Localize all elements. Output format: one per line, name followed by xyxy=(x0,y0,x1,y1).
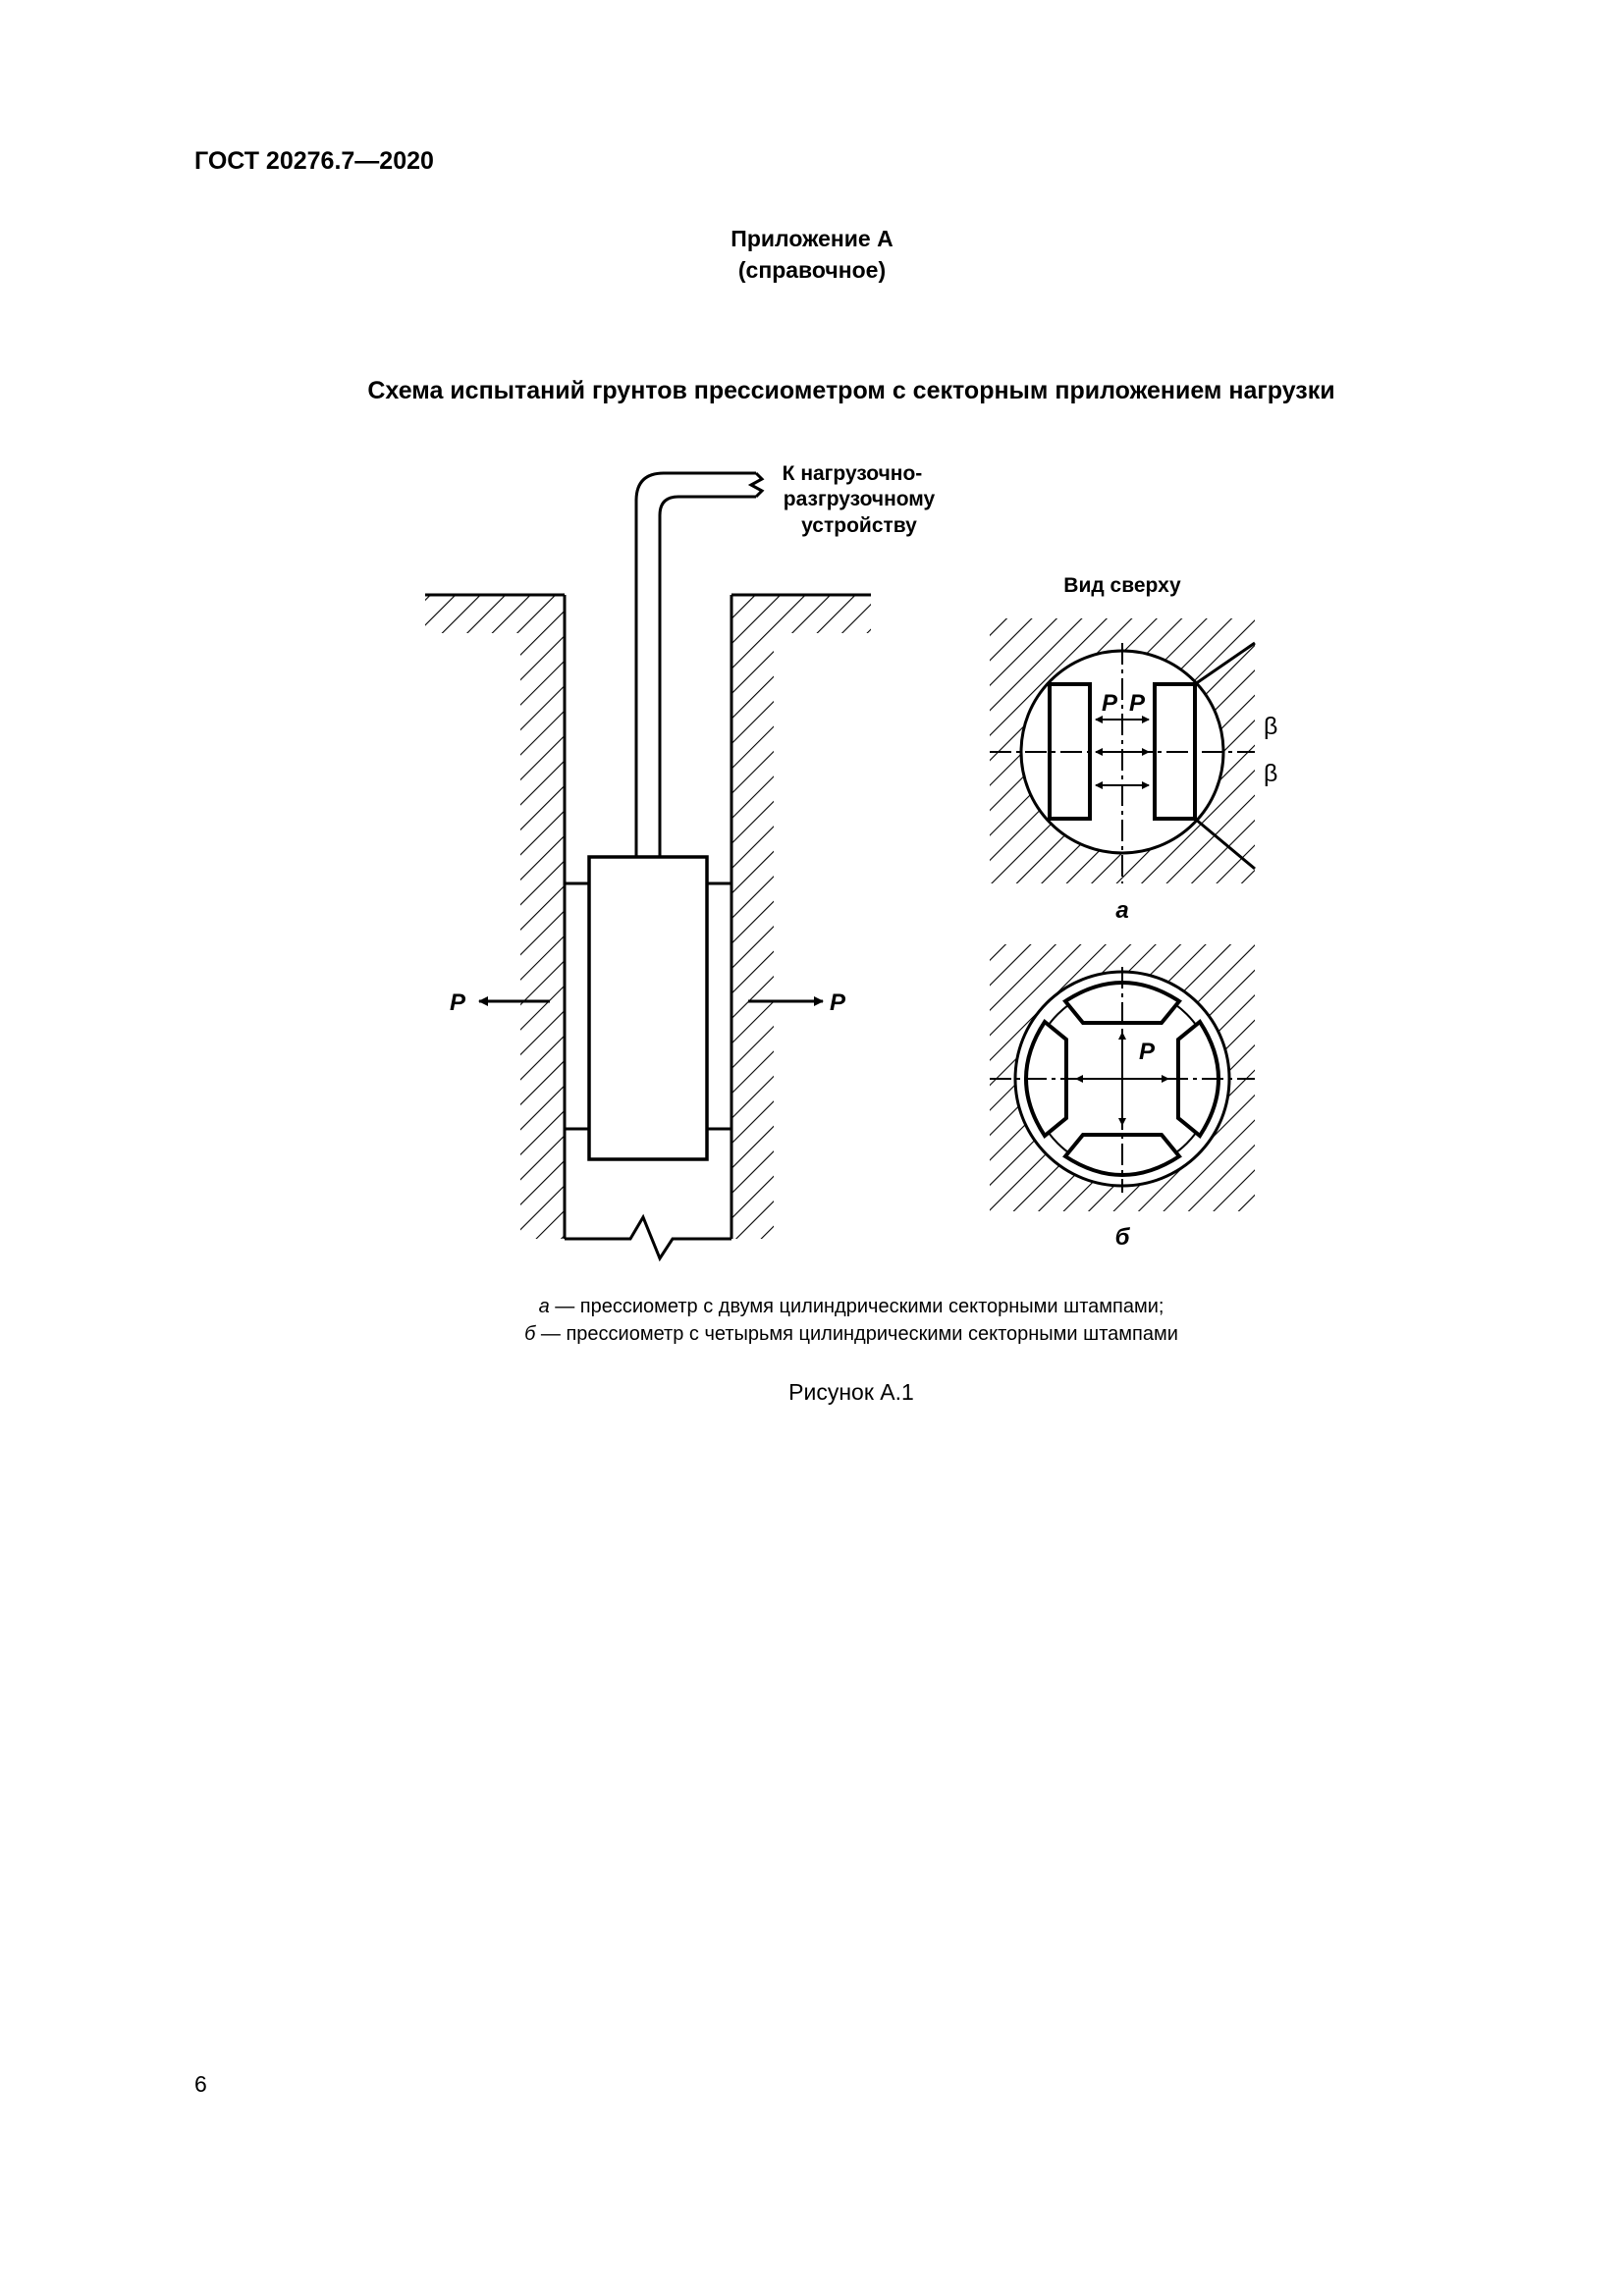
borehole-ground-left xyxy=(425,594,565,1239)
legend-line-b xyxy=(0,1323,1624,1346)
legend-text-a: — прессиометр с двумя цилиндрическими секторными штампами; xyxy=(549,1296,1164,1317)
document-header: ГОСТ 20276.7—2020 xyxy=(194,147,434,175)
beta-label-lower: β xyxy=(1264,760,1278,787)
page-number: 6 xyxy=(194,2071,207,2097)
pressure-label-left: P xyxy=(450,989,466,1016)
pressure-label-b: P xyxy=(1139,1039,1156,1065)
top-view-b xyxy=(990,944,1255,1211)
legend-line-a xyxy=(0,1296,1624,1318)
pressiometer-probe xyxy=(589,857,707,1159)
pressure-label-a-left: P xyxy=(1102,690,1118,717)
pressure-label-right: P xyxy=(830,989,846,1016)
variant-a-label: а xyxy=(1115,897,1129,924)
device-label xyxy=(783,462,936,537)
svg-text:устройству: устройству xyxy=(801,514,917,537)
legend-key-b: б xyxy=(524,1323,536,1345)
top-view-label: Вид сверху xyxy=(1063,574,1181,597)
beta-label-upper: β xyxy=(1264,713,1278,740)
borehole-ground-right xyxy=(731,594,871,1239)
variant-b-label: б xyxy=(1114,1224,1130,1251)
figure-caption: Рисунок А.1 xyxy=(788,1379,914,1405)
figure-title: Схема испытаний грунтов прессиометром с секторным приложением нагрузки xyxy=(367,377,1335,404)
legend-key-a: а xyxy=(538,1296,550,1317)
appendix-subtitle: (справочное) xyxy=(737,257,887,283)
svg-text:К нагрузочно-: К нагрузочно- xyxy=(782,462,923,485)
legend-text-b: — прессиометр с четырьмя цилиндрическими секторными штампами xyxy=(535,1323,1178,1345)
pressure-label-a-right: P xyxy=(1129,690,1146,717)
top-view-a xyxy=(990,618,1255,883)
appendix-title: Приложение А xyxy=(731,226,893,251)
svg-text:разгрузочному: разгрузочному xyxy=(783,488,936,510)
